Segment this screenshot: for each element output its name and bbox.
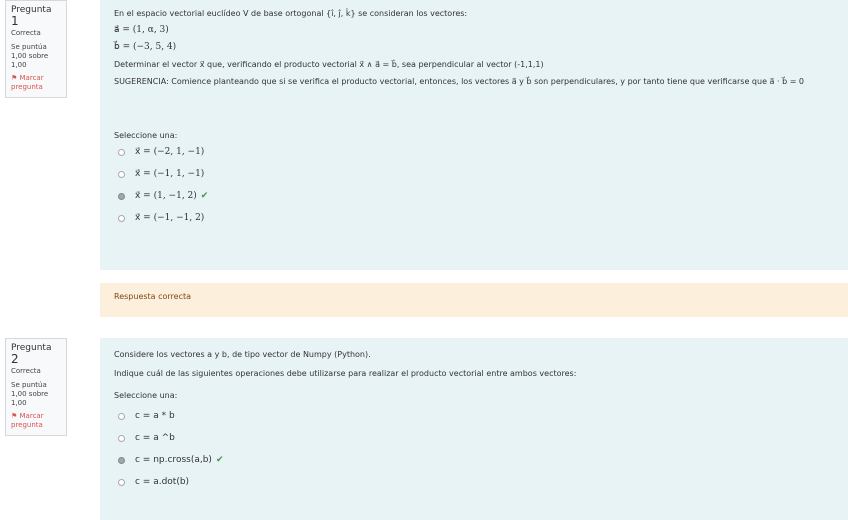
radio-button[interactable] — [118, 479, 125, 486]
radio-button[interactable] — [118, 413, 125, 420]
question-number-value: 2 — [11, 352, 19, 366]
radio-button[interactable] — [118, 215, 125, 222]
radio-button-selected[interactable] — [118, 457, 125, 464]
question-hint: SUGERENCIA: Comience planteando que si se verifica el producto vectorial, entonces, los vectores a⃗ y b⃗ son perpendiculares, y por tanto tiene que verificarse que a⃗ · b⃗ = 0 — [114, 77, 805, 86]
question-1-content — [100, 0, 848, 270]
radio-button[interactable] — [118, 435, 125, 442]
answer-option-label: c = np.cross(a,b) — [135, 455, 212, 465]
question-state: Correcta — [11, 367, 41, 375]
question-number — [11, 343, 61, 367]
vector-a: a⃗ = (1, α, 3) — [114, 25, 169, 35]
radio-button[interactable] — [118, 171, 125, 178]
answer-option-label: x⃗ = (−2, 1, −1) — [135, 147, 205, 157]
question-2-content — [100, 338, 848, 520]
question-number-label: Pregunta — [11, 5, 52, 15]
answer-option-label: c = a.dot(b) — [135, 477, 190, 487]
question-intro: En el espacio vectorial euclídeo V de base ortogonal {î, ĵ, k̂} se consideran los vectores: — [114, 9, 468, 18]
answer-option[interactable] — [118, 454, 846, 466]
check-icon: ✔ — [200, 191, 209, 201]
answer-option[interactable] — [118, 146, 846, 158]
select-prompt: Seleccione una: — [114, 131, 178, 140]
question-text: Indique cuál de las siguientes operaciones debe utilizarse para realizar el producto vectorial entre ambos vectores: — [114, 369, 577, 378]
flag-question-link[interactable] — [11, 412, 61, 430]
flag-question-label: Marcar pregunta — [11, 74, 44, 91]
question-grade: Se puntúa 1,00 sobre 1,00 — [11, 43, 49, 69]
radio-button-selected[interactable] — [118, 193, 125, 200]
answer-option-label: c = a ^b — [135, 433, 175, 443]
flag-question-label: Marcar pregunta — [11, 412, 44, 429]
feedback-box: Respuesta correcta — [100, 283, 848, 317]
question-task: Determinar el vector x⃗ que, verificando el producto vectorial x⃗ ∧ a⃗ = b⃗, sea perpendicular al vector (-1,1,1) — [114, 60, 544, 69]
answer-option-label: x⃗ = (−1, 1, −1) — [135, 169, 205, 179]
question-1-info — [5, 0, 67, 98]
question-number-value: 1 — [11, 14, 19, 28]
question-2-info — [5, 338, 67, 436]
flag-icon: ⚑ — [11, 74, 18, 82]
flag-icon: ⚑ — [11, 412, 18, 420]
question-state: Correcta — [11, 29, 41, 37]
question-number-label: Pregunta — [11, 343, 52, 353]
vector-b: b⃗ = (−3, 5, 4) — [114, 42, 177, 52]
answer-option[interactable] — [118, 410, 846, 422]
flag-question-link[interactable] — [11, 74, 61, 92]
answer-option-label: x⃗ = (1, −1, 2) — [135, 191, 197, 201]
answer-option[interactable] — [118, 212, 846, 224]
question-grade: Se puntúa 1,00 sobre 1,00 — [11, 381, 49, 407]
answer-option[interactable] — [118, 168, 846, 180]
question-intro: Considere los vectores a y b, de tipo vector de Numpy (Python). — [114, 350, 371, 359]
answer-option-label: c = a * b — [135, 411, 175, 421]
question-number — [11, 5, 61, 29]
answer-option[interactable] — [118, 190, 846, 202]
radio-button[interactable] — [118, 149, 125, 156]
answer-option[interactable] — [118, 476, 846, 488]
answer-option[interactable] — [118, 432, 846, 444]
answer-option-label: x⃗ = (−1, −1, 2) — [135, 213, 205, 223]
select-prompt: Seleccione una: — [114, 391, 178, 400]
check-icon: ✔ — [215, 455, 224, 465]
